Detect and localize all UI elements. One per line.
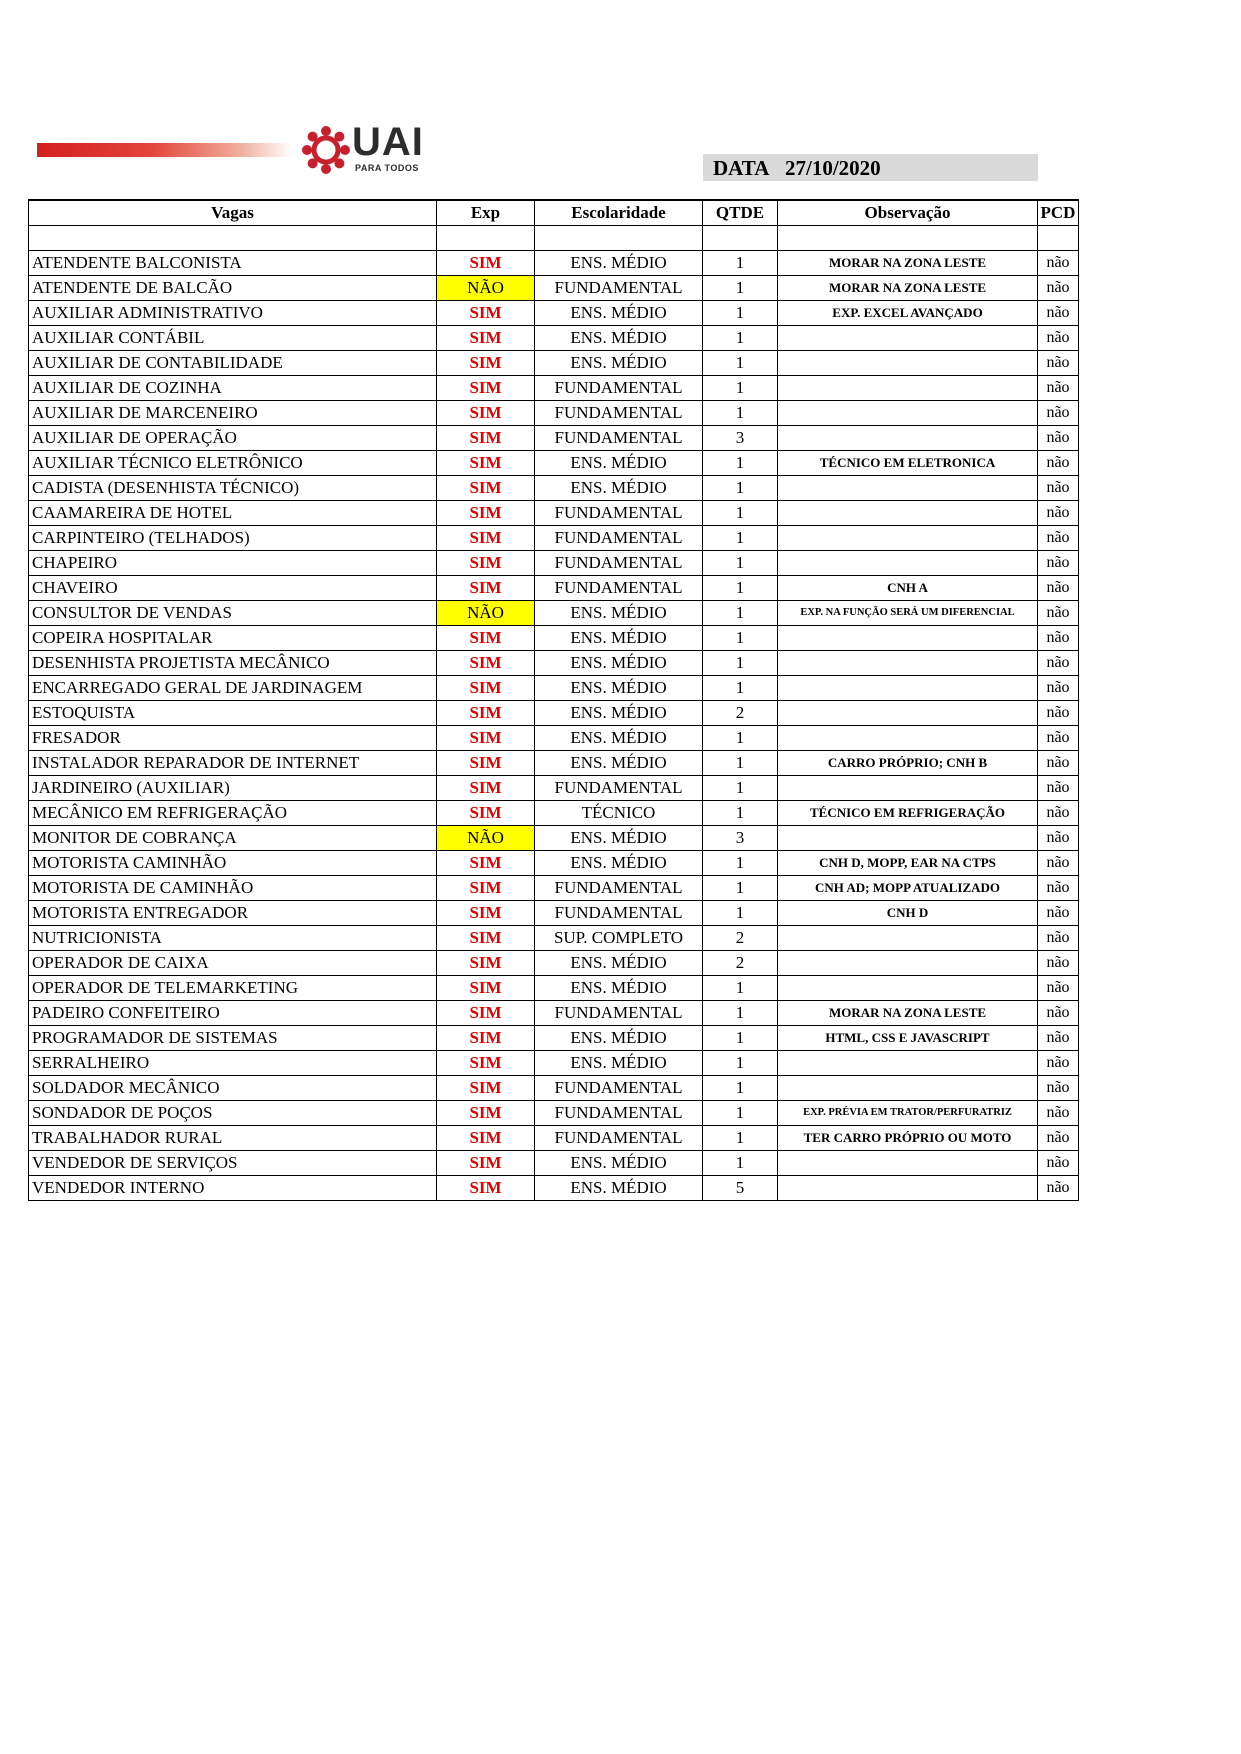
experience-cell: NÃO: [437, 826, 535, 851]
education-cell: ENS. MÉDIO: [535, 301, 703, 326]
observation-cell: [778, 726, 1038, 751]
pcd-cell: não: [1038, 651, 1079, 676]
observation-cell: [778, 926, 1038, 951]
job-title-cell: MOTORISTA ENTREGADOR: [29, 901, 437, 926]
education-cell: ENS. MÉDIO: [535, 676, 703, 701]
quantity-cell: 1: [703, 626, 778, 651]
experience-cell: SIM: [437, 301, 535, 326]
pcd-cell: não: [1038, 1151, 1079, 1176]
education-cell: ENS. MÉDIO: [535, 701, 703, 726]
experience-cell: SIM: [437, 526, 535, 551]
job-title-cell: AUXILIAR DE MARCENEIRO: [29, 401, 437, 426]
job-title-cell: OPERADOR DE CAIXA: [29, 951, 437, 976]
pcd-cell: não: [1038, 926, 1079, 951]
job-title-cell: PADEIRO CONFEITEIRO: [29, 1001, 437, 1026]
pcd-cell: não: [1038, 951, 1079, 976]
observation-cell: EXP. EXCEL AVANÇADO: [778, 301, 1038, 326]
table-row: [29, 651, 1079, 676]
job-title-cell: AUXILIAR CONTÁBIL: [29, 326, 437, 351]
experience-cell: SIM: [437, 501, 535, 526]
observation-cell: [778, 326, 1038, 351]
pcd-cell: não: [1038, 451, 1079, 476]
job-title-cell: SONDADOR DE POÇOS: [29, 1101, 437, 1126]
job-title-cell: MOTORISTA DE CAMINHÃO: [29, 876, 437, 901]
pcd-cell: não: [1038, 576, 1079, 601]
table-row: [29, 926, 1079, 951]
experience-cell: SIM: [437, 376, 535, 401]
observation-cell: CARRO PRÓPRIO; CNH B: [778, 751, 1038, 776]
experience-cell: SIM: [437, 951, 535, 976]
experience-cell: SIM: [437, 701, 535, 726]
experience-cell: SIM: [437, 326, 535, 351]
pcd-cell: não: [1038, 551, 1079, 576]
table-row: [29, 1176, 1079, 1201]
education-cell: ENS. MÉDIO: [535, 626, 703, 651]
pcd-cell: não: [1038, 851, 1079, 876]
table-row: [29, 1001, 1079, 1026]
table-row: [29, 876, 1079, 901]
education-cell: FUNDAMENTAL: [535, 776, 703, 801]
observation-cell: [778, 351, 1038, 376]
table-row: [29, 676, 1079, 701]
quantity-cell: 1: [703, 1101, 778, 1126]
experience-cell: NÃO: [437, 276, 535, 301]
observation-cell: CNH A: [778, 576, 1038, 601]
quantity-cell: 1: [703, 576, 778, 601]
pcd-cell: não: [1038, 476, 1079, 501]
observation-cell: [778, 651, 1038, 676]
quantity-cell: 1: [703, 801, 778, 826]
experience-cell: SIM: [437, 451, 535, 476]
job-title-cell: ATENDENTE BALCONISTA: [29, 251, 437, 276]
experience-cell: SIM: [437, 801, 535, 826]
observation-cell: EXP. NA FUNÇÃO SERÁ UM DIFERENCIAL: [778, 601, 1038, 626]
quantity-cell: 1: [703, 1026, 778, 1051]
job-title-cell: ESTOQUISTA: [29, 701, 437, 726]
pcd-cell: não: [1038, 1076, 1079, 1101]
pcd-cell: não: [1038, 326, 1079, 351]
table-row: [29, 626, 1079, 651]
table-row: [29, 451, 1079, 476]
experience-cell: SIM: [437, 726, 535, 751]
experience-cell: SIM: [437, 1126, 535, 1151]
education-cell: TÉCNICO: [535, 801, 703, 826]
header-escolaridade: Escolaridade: [535, 200, 703, 226]
experience-cell: SIM: [437, 401, 535, 426]
experience-cell: SIM: [437, 1051, 535, 1076]
job-title-cell: CONSULTOR DE VENDAS: [29, 601, 437, 626]
pcd-cell: não: [1038, 501, 1079, 526]
header-observacao: Observação: [778, 200, 1038, 226]
table-row: [29, 1126, 1079, 1151]
education-cell: ENS. MÉDIO: [535, 476, 703, 501]
job-title-cell: DESENHISTA PROJETISTA MECÂNICO: [29, 651, 437, 676]
education-cell: FUNDAMENTAL: [535, 501, 703, 526]
education-cell: FUNDAMENTAL: [535, 1126, 703, 1151]
job-title-cell: CHAPEIRO: [29, 551, 437, 576]
education-cell: FUNDAMENTAL: [535, 426, 703, 451]
experience-cell: SIM: [437, 1026, 535, 1051]
pcd-cell: não: [1038, 826, 1079, 851]
education-cell: ENS. MÉDIO: [535, 951, 703, 976]
experience-cell: SIM: [437, 551, 535, 576]
observation-cell: [778, 776, 1038, 801]
uai-logo: [300, 120, 430, 180]
observation-cell: [778, 401, 1038, 426]
education-cell: FUNDAMENTAL: [535, 576, 703, 601]
experience-cell: SIM: [437, 1176, 535, 1201]
experience-cell: SIM: [437, 901, 535, 926]
experience-cell: SIM: [437, 776, 535, 801]
experience-cell: SIM: [437, 851, 535, 876]
observation-cell: TÉCNICO EM REFRIGERAÇÃO: [778, 801, 1038, 826]
pcd-cell: não: [1038, 876, 1079, 901]
observation-cell: HTML, CSS E JAVASCRIPT: [778, 1026, 1038, 1051]
logo-wordmark: UAI: [352, 120, 424, 164]
job-title-cell: COPEIRA HOSPITALAR: [29, 626, 437, 651]
job-title-cell: NUTRICIONISTA: [29, 926, 437, 951]
job-title-cell: INSTALADOR REPARADOR DE INTERNET: [29, 751, 437, 776]
quantity-cell: 1: [703, 851, 778, 876]
table-row: [29, 826, 1079, 851]
observation-cell: [778, 526, 1038, 551]
experience-cell: SIM: [437, 651, 535, 676]
table-row: [29, 426, 1079, 451]
quantity-cell: 3: [703, 426, 778, 451]
table-row: [29, 1151, 1079, 1176]
table-row: [29, 901, 1079, 926]
experience-cell: SIM: [437, 1001, 535, 1026]
education-cell: ENS. MÉDIO: [535, 1176, 703, 1201]
job-title-cell: MONITOR DE COBRANÇA: [29, 826, 437, 851]
education-cell: FUNDAMENTAL: [535, 876, 703, 901]
vacancies-table: [28, 199, 1079, 1201]
pcd-cell: não: [1038, 1101, 1079, 1126]
education-cell: ENS. MÉDIO: [535, 251, 703, 276]
people-circle-icon: [300, 120, 352, 180]
job-title-cell: MOTORISTA CAMINHÃO: [29, 851, 437, 876]
pcd-cell: não: [1038, 701, 1079, 726]
table-row: [29, 401, 1079, 426]
quantity-cell: 1: [703, 326, 778, 351]
observation-cell: [778, 426, 1038, 451]
table-row: [29, 1076, 1079, 1101]
pcd-cell: não: [1038, 726, 1079, 751]
experience-cell: SIM: [437, 876, 535, 901]
observation-cell: [778, 826, 1038, 851]
table-row: [29, 976, 1079, 1001]
pcd-cell: não: [1038, 676, 1079, 701]
education-cell: ENS. MÉDIO: [535, 751, 703, 776]
education-cell: FUNDAMENTAL: [535, 1001, 703, 1026]
quantity-cell: 3: [703, 826, 778, 851]
job-title-cell: VENDEDOR DE SERVIÇOS: [29, 1151, 437, 1176]
pcd-cell: não: [1038, 426, 1079, 451]
job-title-cell: CADISTA (DESENHISTA TÉCNICO): [29, 476, 437, 501]
experience-cell: SIM: [437, 1101, 535, 1126]
quantity-cell: 1: [703, 1126, 778, 1151]
pcd-cell: não: [1038, 626, 1079, 651]
experience-cell: SIM: [437, 351, 535, 376]
table-row: [29, 751, 1079, 776]
quantity-cell: 1: [703, 751, 778, 776]
observation-cell: [778, 476, 1038, 501]
job-title-cell: AUXILIAR DE COZINHA: [29, 376, 437, 401]
observation-cell: [778, 1176, 1038, 1201]
job-title-cell: MECÂNICO EM REFRIGERAÇÃO: [29, 801, 437, 826]
quantity-cell: 1: [703, 476, 778, 501]
table-row: [29, 351, 1079, 376]
observation-cell: [778, 701, 1038, 726]
job-title-cell: VENDEDOR INTERNO: [29, 1176, 437, 1201]
observation-cell: [778, 676, 1038, 701]
quantity-cell: 1: [703, 776, 778, 801]
logo-tagline: PARA TODOS: [355, 163, 419, 173]
table-row: [29, 526, 1079, 551]
table-row: [29, 951, 1079, 976]
quantity-cell: 5: [703, 1176, 778, 1201]
quantity-cell: 1: [703, 1151, 778, 1176]
education-cell: FUNDAMENTAL: [535, 1101, 703, 1126]
date-label: DATA: [713, 156, 770, 180]
date-value: 27/10/2020: [785, 156, 881, 180]
quantity-cell: 2: [703, 926, 778, 951]
quantity-cell: 1: [703, 651, 778, 676]
table-row: [29, 476, 1079, 501]
observation-cell: MORAR NA ZONA LESTE: [778, 251, 1038, 276]
experience-cell: SIM: [437, 926, 535, 951]
table-row: [29, 276, 1079, 301]
table-row: [29, 726, 1079, 751]
pcd-cell: não: [1038, 1026, 1079, 1051]
table-row: [29, 801, 1079, 826]
observation-cell: [778, 1151, 1038, 1176]
quantity-cell: 1: [703, 976, 778, 1001]
observation-cell: MORAR NA ZONA LESTE: [778, 276, 1038, 301]
observation-cell: CNH D: [778, 901, 1038, 926]
quantity-cell: 1: [703, 676, 778, 701]
education-cell: ENS. MÉDIO: [535, 726, 703, 751]
pcd-cell: não: [1038, 1051, 1079, 1076]
quantity-cell: 1: [703, 1051, 778, 1076]
experience-cell: SIM: [437, 476, 535, 501]
education-cell: FUNDAMENTAL: [535, 1076, 703, 1101]
experience-cell: SIM: [437, 751, 535, 776]
job-title-cell: OPERADOR DE TELEMARKETING: [29, 976, 437, 1001]
observation-cell: [778, 626, 1038, 651]
observation-cell: CNH AD; MOPP ATUALIZADO: [778, 876, 1038, 901]
education-cell: FUNDAMENTAL: [535, 376, 703, 401]
job-title-cell: CARPINTEIRO (TELHADOS): [29, 526, 437, 551]
experience-cell: SIM: [437, 676, 535, 701]
table-row: [29, 701, 1079, 726]
experience-cell: SIM: [437, 626, 535, 651]
header-exp: Exp: [437, 200, 535, 226]
table-row: [29, 501, 1079, 526]
job-title-cell: CHAVEIRO: [29, 576, 437, 601]
observation-cell: [778, 501, 1038, 526]
header-gradient-bar: [37, 143, 292, 157]
experience-cell: SIM: [437, 426, 535, 451]
education-cell: ENS. MÉDIO: [535, 451, 703, 476]
pcd-cell: não: [1038, 526, 1079, 551]
table-row: [29, 601, 1079, 626]
job-title-cell: CAAMAREIRA DE HOTEL: [29, 501, 437, 526]
education-cell: ENS. MÉDIO: [535, 1051, 703, 1076]
job-title-cell: FRESADOR: [29, 726, 437, 751]
observation-cell: [778, 551, 1038, 576]
pcd-cell: não: [1038, 276, 1079, 301]
experience-cell: SIM: [437, 1076, 535, 1101]
education-cell: ENS. MÉDIO: [535, 851, 703, 876]
pcd-cell: não: [1038, 776, 1079, 801]
pcd-cell: não: [1038, 401, 1079, 426]
header-vagas: Vagas: [29, 200, 437, 226]
table-row: [29, 851, 1079, 876]
job-title-cell: AUXILIAR DE CONTABILIDADE: [29, 351, 437, 376]
job-title-cell: ATENDENTE DE BALCÃO: [29, 276, 437, 301]
table-row: [29, 1051, 1079, 1076]
quantity-cell: 1: [703, 301, 778, 326]
table-row: [29, 1101, 1079, 1126]
quantity-cell: 1: [703, 501, 778, 526]
job-title-cell: TRABALHADOR RURAL: [29, 1126, 437, 1151]
table-row: [29, 551, 1079, 576]
quantity-cell: 1: [703, 1001, 778, 1026]
quantity-cell: 1: [703, 276, 778, 301]
observation-cell: TER CARRO PRÓPRIO OU MOTO: [778, 1126, 1038, 1151]
quantity-cell: 1: [703, 551, 778, 576]
pcd-cell: não: [1038, 751, 1079, 776]
experience-cell: NÃO: [437, 601, 535, 626]
pcd-cell: não: [1038, 301, 1079, 326]
observation-cell: [778, 1051, 1038, 1076]
table-header-row: [29, 200, 1079, 226]
education-cell: ENS. MÉDIO: [535, 826, 703, 851]
education-cell: ENS. MÉDIO: [535, 351, 703, 376]
quantity-cell: 1: [703, 901, 778, 926]
education-cell: ENS. MÉDIO: [535, 1026, 703, 1051]
table-row: [29, 251, 1079, 276]
observation-cell: CNH D, MOPP, EAR NA CTPS: [778, 851, 1038, 876]
pcd-cell: não: [1038, 376, 1079, 401]
job-title-cell: AUXILIAR TÉCNICO ELETRÔNICO: [29, 451, 437, 476]
observation-cell: [778, 951, 1038, 976]
observation-cell: TÉCNICO EM ELETRONICA: [778, 451, 1038, 476]
job-title-cell: PROGRAMADOR DE SISTEMAS: [29, 1026, 437, 1051]
observation-cell: [778, 976, 1038, 1001]
observation-cell: [778, 1076, 1038, 1101]
pcd-cell: não: [1038, 1001, 1079, 1026]
pcd-cell: não: [1038, 601, 1079, 626]
table-row: [29, 376, 1079, 401]
experience-cell: SIM: [437, 976, 535, 1001]
quantity-cell: 1: [703, 451, 778, 476]
table-row: [29, 1026, 1079, 1051]
quantity-cell: 1: [703, 376, 778, 401]
education-cell: ENS. MÉDIO: [535, 326, 703, 351]
quantity-cell: 2: [703, 951, 778, 976]
pcd-cell: não: [1038, 1176, 1079, 1201]
quantity-cell: 1: [703, 601, 778, 626]
experience-cell: SIM: [437, 251, 535, 276]
education-cell: ENS. MÉDIO: [535, 976, 703, 1001]
header-qtde: QTDE: [703, 200, 778, 226]
pcd-cell: não: [1038, 1126, 1079, 1151]
header-pcd: PCD: [1038, 200, 1079, 226]
job-title-cell: AUXILIAR DE OPERAÇÃO: [29, 426, 437, 451]
job-title-cell: SOLDADOR MECÂNICO: [29, 1076, 437, 1101]
quantity-cell: 1: [703, 401, 778, 426]
quantity-cell: 1: [703, 251, 778, 276]
job-title-cell: JARDINEIRO (AUXILIAR): [29, 776, 437, 801]
table-row: [29, 326, 1079, 351]
observation-cell: EXP. PRÉVIA EM TRATOR/PERFURATRIZ: [778, 1101, 1038, 1126]
observation-cell: [778, 376, 1038, 401]
job-title-cell: SERRALHEIRO: [29, 1051, 437, 1076]
education-cell: FUNDAMENTAL: [535, 526, 703, 551]
table-row: [29, 776, 1079, 801]
quantity-cell: 1: [703, 351, 778, 376]
quantity-cell: 1: [703, 876, 778, 901]
experience-cell: SIM: [437, 1151, 535, 1176]
quantity-cell: 1: [703, 726, 778, 751]
quantity-cell: 1: [703, 1076, 778, 1101]
education-cell: FUNDAMENTAL: [535, 901, 703, 926]
quantity-cell: 2: [703, 701, 778, 726]
table-row: [29, 301, 1079, 326]
education-cell: SUP. COMPLETO: [535, 926, 703, 951]
education-cell: ENS. MÉDIO: [535, 651, 703, 676]
blank-row: [29, 226, 1079, 251]
table-row: [29, 576, 1079, 601]
pcd-cell: não: [1038, 976, 1079, 1001]
education-cell: FUNDAMENTAL: [535, 551, 703, 576]
pcd-cell: não: [1038, 251, 1079, 276]
education-cell: FUNDAMENTAL: [535, 276, 703, 301]
pcd-cell: não: [1038, 351, 1079, 376]
education-cell: ENS. MÉDIO: [535, 1151, 703, 1176]
date-box: [703, 154, 1038, 181]
job-title-cell: ENCARREGADO GERAL DE JARDINAGEM: [29, 676, 437, 701]
education-cell: ENS. MÉDIO: [535, 601, 703, 626]
job-title-cell: AUXILIAR ADMINISTRATIVO: [29, 301, 437, 326]
experience-cell: SIM: [437, 576, 535, 601]
observation-cell: MORAR NA ZONA LESTE: [778, 1001, 1038, 1026]
quantity-cell: 1: [703, 526, 778, 551]
pcd-cell: não: [1038, 901, 1079, 926]
pcd-cell: não: [1038, 801, 1079, 826]
education-cell: FUNDAMENTAL: [535, 401, 703, 426]
